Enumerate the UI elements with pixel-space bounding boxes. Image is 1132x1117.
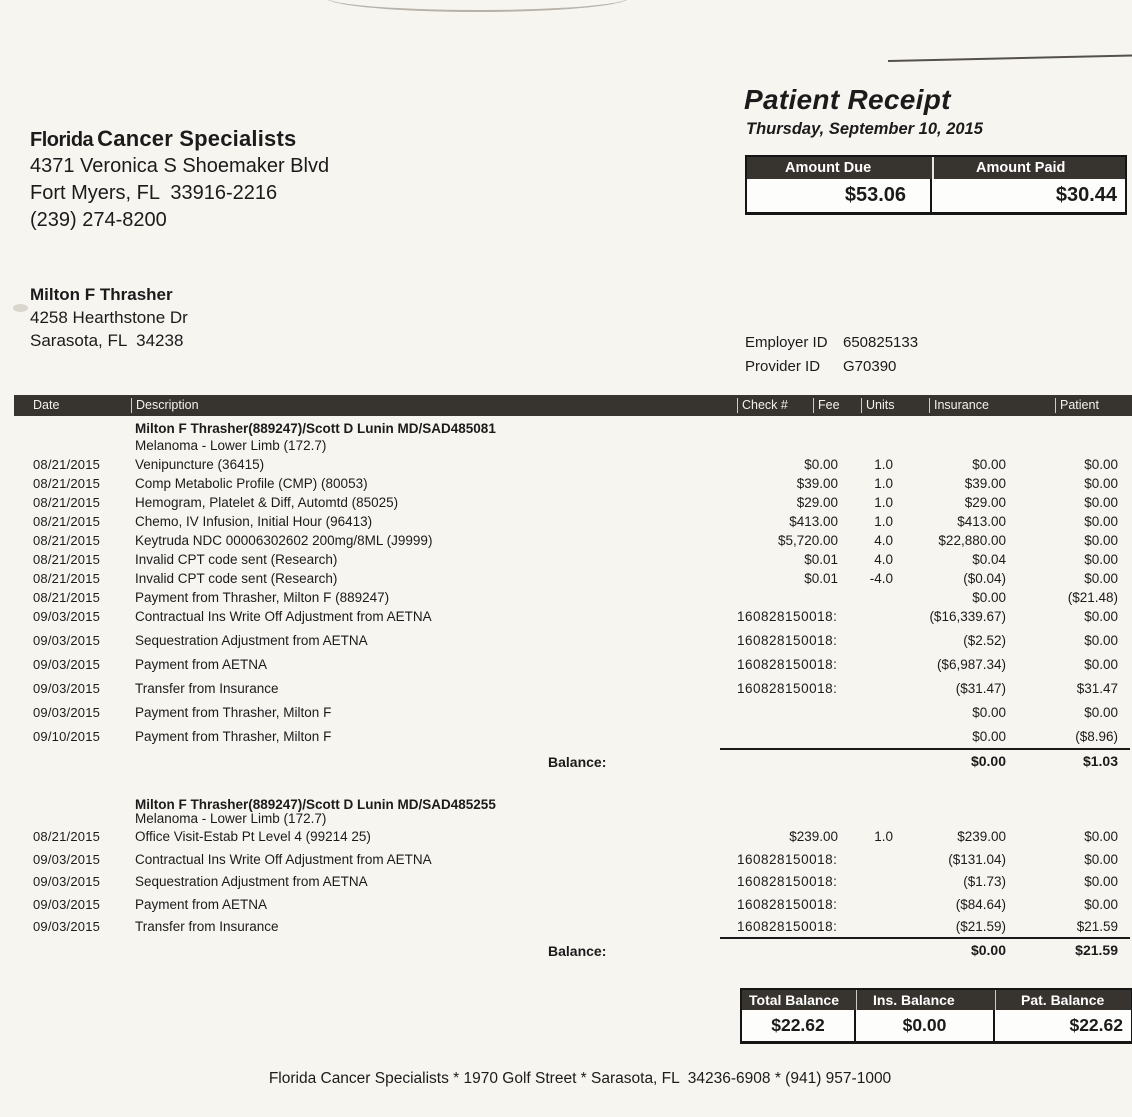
cell-description: Payment from Thrasher, Milton F [135, 705, 332, 720]
cell-description: Payment from Thrasher, Milton F (889247) [135, 590, 390, 605]
cell-patient: $0.00 [1084, 851, 1118, 867]
cell-check: 160828150018: [737, 896, 838, 912]
cell-date: 09/03/2015 [33, 705, 101, 720]
cell-fee: $0.00 [804, 457, 838, 472]
cell-date: 08/21/2015 [33, 552, 101, 567]
balance-label: Balance: [548, 754, 607, 770]
cell-patient: $0.00 [1084, 514, 1118, 529]
id-block [745, 331, 918, 379]
cell-insurance: ($1.73) [963, 874, 1006, 889]
cell-description: Transfer from Insurance [135, 681, 279, 696]
table-row [0, 589, 1132, 608]
cell-insurance: ($21.59) [955, 919, 1006, 934]
amount-due-value: $53.06 [747, 179, 932, 212]
cell-patient: $0.00 [1084, 476, 1118, 491]
provider-id-label: Provider ID [745, 358, 821, 375]
amount-table-values [747, 179, 1125, 212]
table-row [0, 608, 1132, 632]
employer-id-row [745, 331, 918, 355]
cell-date: 09/03/2015 [33, 874, 101, 889]
cell-units: 4.0 [874, 552, 893, 567]
cell-date: 09/03/2015 [33, 851, 101, 867]
cell-date: 08/21/2015 [33, 590, 101, 605]
cell-fee: $0.01 [804, 552, 838, 567]
totals-table-values [742, 1010, 1131, 1041]
cell-description: Comp Metabolic Profile (CMP) (80053) [135, 476, 368, 491]
employer-id-label: Employer ID [745, 334, 828, 351]
pat-balance-header: Pat. Balance [995, 990, 1131, 1010]
receipt-date: Thursday, September 10, 2015 [746, 120, 983, 138]
cell-check: 160828150018: [737, 609, 838, 624]
balance-row [0, 744, 1132, 782]
cell-patient: $0.00 [1084, 533, 1118, 548]
cell-patient: $0.00 [1084, 829, 1118, 844]
column-check: Check # [737, 398, 788, 413]
amount-paid-header: Amount Paid [932, 157, 1125, 179]
amount-paid-value: $30.44 [1055, 184, 1117, 206]
scan-artifact-line [888, 54, 1132, 62]
section-rows [0, 456, 1132, 752]
cell-description: Payment from Thrasher, Milton F [135, 729, 332, 744]
provider-id-row [745, 355, 918, 379]
cell-patient: $21.59 [1076, 919, 1118, 934]
total-balance-value: $22.62 [742, 1010, 856, 1041]
cell-check: 160828150018: [737, 633, 838, 648]
cell-date: 08/21/2015 [33, 457, 101, 472]
table-row [0, 828, 1132, 851]
cell-check: 160828150018: [737, 681, 838, 696]
diagnosis-line: Melanoma - Lower Limb (172.7) [135, 811, 327, 826]
cell-patient: $0.00 [1084, 633, 1118, 648]
cell-date: 08/21/2015 [33, 829, 101, 844]
table-row [0, 513, 1132, 532]
cell-patient: $0.00 [1084, 705, 1118, 720]
cell-fee: $0.01 [804, 571, 838, 586]
cell-date: 09/03/2015 [33, 633, 101, 648]
cell-description: Contractual Ins Write Off Adjustment from AETNA [135, 609, 432, 624]
cell-description: Venipuncture (36415) [135, 457, 265, 472]
cell-description: Transfer from Insurance [135, 919, 279, 934]
cell-units: 4.0 [874, 533, 893, 548]
cell-description: Invalid CPT code sent (Research) [135, 571, 338, 586]
cell-patient: $0.00 [1084, 571, 1118, 586]
cell-patient: $0.00 [1084, 552, 1118, 567]
cell-insurance: $22,880.00 [938, 533, 1006, 548]
cell-insurance: $29.00 [964, 495, 1006, 510]
cell-date: 09/03/2015 [33, 657, 101, 672]
cell-description: Keytruda NDC 00006302602 200mg/8ML (J9999) [135, 533, 433, 548]
diagnosis-line: Melanoma - Lower Limb (172.7) [135, 438, 327, 453]
clinic-name-part1: Florida [30, 129, 94, 151]
table-row [0, 704, 1132, 728]
cell-patient: ($8.96) [1075, 729, 1118, 744]
patient-address-block [30, 283, 188, 352]
clinic-address-line2: Fort Myers, FL 33916-2216 [30, 182, 278, 204]
cell-date: 09/10/2015 [33, 729, 101, 744]
cell-insurance: ($16,339.67) [929, 609, 1006, 624]
cell-units: 1.0 [874, 457, 893, 472]
total-balance-header: Total Balance [749, 992, 839, 1008]
balance-insurance-value: $0.00 [970, 941, 1006, 958]
cell-check: 160828150018: [737, 874, 838, 889]
clinic-name [30, 126, 329, 153]
cell-description: Office Visit-Estab Pt Level 4 (99214 25) [135, 829, 371, 844]
cell-description: Payment from AETNA [135, 896, 268, 912]
cell-units: -4.0 [869, 571, 893, 586]
table-row [0, 656, 1132, 680]
column-units: Units [861, 398, 894, 413]
balance-patient-value: $1.03 [1082, 753, 1118, 769]
cell-insurance: $39.00 [964, 476, 1006, 491]
balance-rule [720, 937, 1130, 939]
cell-description: Sequestration Adjustment from AETNA [135, 633, 368, 648]
ledger-column-header [14, 395, 1132, 416]
cell-insurance: ($2.52) [963, 633, 1006, 648]
table-row [0, 551, 1132, 570]
cell-patient: ($21.48) [1067, 590, 1118, 605]
section-rows [0, 828, 1132, 941]
cell-date: 09/03/2015 [33, 681, 101, 696]
cell-insurance: ($84.64) [955, 896, 1006, 912]
cell-check: 160828150018: [737, 851, 838, 867]
balance-row [0, 933, 1132, 971]
patient-address-line2: Sarasota, FL 34238 [30, 331, 184, 350]
receipt-title: Patient Receipt [744, 84, 951, 115]
footer-address-line: Florida Cancer Specialists * 1970 Golf Street * Sarasota, FL 34236-6908 * (941) 957-1000 [268, 1070, 892, 1087]
balance-label: Balance: [548, 942, 607, 959]
cell-patient: $31.47 [1076, 681, 1118, 696]
cell-check: 160828150018: [737, 919, 838, 934]
cell-units: 1.0 [874, 476, 893, 491]
ins-balance-header: Ins. Balance [856, 990, 995, 1010]
cell-units: 1.0 [874, 514, 893, 529]
cell-insurance: ($6,987.34) [936, 657, 1006, 672]
balance-patient-value: $21.59 [1075, 941, 1118, 958]
patient-name: Milton F Thrasher [30, 285, 173, 304]
cell-date: 08/21/2015 [33, 514, 101, 529]
cell-patient: $0.00 [1084, 457, 1118, 472]
column-patient: Patient [1055, 398, 1099, 413]
cell-insurance: $0.00 [972, 457, 1006, 472]
cell-description: Contractual Ins Write Off Adjustment from AETNA [135, 851, 432, 867]
cell-patient: $0.00 [1084, 896, 1118, 912]
cell-insurance: $239.00 [957, 829, 1006, 844]
clinic-address-line1: 4371 Veronica S Shoemaker Blvd [30, 155, 330, 177]
cell-insurance: $0.04 [972, 552, 1006, 567]
cell-date: 08/21/2015 [33, 476, 101, 491]
balance-rule [720, 748, 1130, 750]
table-row [0, 494, 1132, 513]
table-row [0, 851, 1132, 874]
patient-address-line1: 4258 Hearthstone Dr [30, 308, 188, 327]
amount-table [745, 155, 1127, 215]
pat-balance-value: $22.62 [1069, 1015, 1123, 1035]
cell-insurance: ($131.04) [948, 851, 1006, 867]
cell-patient: $0.00 [1084, 609, 1118, 624]
clinic-header [30, 126, 329, 234]
ledger-section [0, 797, 1132, 971]
cell-fee: $29.00 [796, 495, 838, 510]
scan-artifact-arc [325, 0, 630, 12]
cell-patient: $0.00 [1084, 874, 1118, 889]
column-insurance: Insurance [929, 398, 989, 413]
cell-fee: $413.00 [789, 514, 838, 529]
table-row [0, 532, 1132, 551]
cell-description: Hemogram, Platelet & Diff, Automtd (85025) [135, 495, 399, 510]
cell-fee: $39.00 [796, 476, 838, 491]
account-header: Milton F Thrasher(889247)/Scott D Lunin MD/SAD485081 [135, 421, 496, 436]
cell-description: Payment from AETNA [135, 657, 268, 672]
cell-insurance: $413.00 [957, 514, 1006, 529]
table-row [0, 475, 1132, 494]
table-row [0, 680, 1132, 704]
cell-patient: $0.00 [1084, 657, 1118, 672]
totals-table [740, 988, 1132, 1044]
table-row [0, 456, 1132, 475]
cell-insurance: ($0.04) [963, 571, 1006, 586]
amount-due-header: Amount Due [785, 160, 872, 176]
cell-date: 08/21/2015 [33, 495, 101, 510]
amount-table-header [747, 157, 1125, 179]
cell-date: 08/21/2015 [33, 571, 101, 586]
cell-date: 09/03/2015 [33, 896, 101, 912]
cell-fee: $239.00 [789, 829, 838, 844]
cell-insurance: $0.00 [972, 729, 1006, 744]
cell-insurance: $0.00 [972, 590, 1006, 605]
cell-insurance: ($31.47) [955, 681, 1006, 696]
column-description: Description [131, 398, 199, 413]
table-row [0, 632, 1132, 656]
table-row [0, 896, 1132, 919]
table-row [0, 873, 1132, 896]
clinic-phone: (239) 274-8200 [30, 209, 167, 231]
cell-check: 160828150018: [737, 657, 838, 672]
cell-date: 08/21/2015 [33, 533, 101, 548]
employer-id-value: 650825133 [843, 334, 919, 351]
balance-insurance-value: $0.00 [970, 753, 1006, 769]
cell-patient: $0.00 [1084, 495, 1118, 510]
column-fee: Fee [813, 398, 840, 413]
ins-balance-value: $0.00 [856, 1010, 995, 1041]
totals-table-header [742, 990, 1131, 1010]
clinic-name-part2: Cancer Specialists [97, 126, 297, 151]
provider-id-value: G70390 [843, 358, 897, 375]
cell-fee: $5,720.00 [777, 533, 838, 548]
cell-date: 09/03/2015 [33, 609, 101, 624]
cell-units: 1.0 [874, 829, 893, 844]
cell-date: 09/03/2015 [33, 919, 101, 934]
account-header: Milton F Thrasher(889247)/Scott D Lunin MD/SAD485255 [135, 797, 496, 812]
cell-description: Invalid CPT code sent (Research) [135, 552, 338, 567]
cell-description: Chemo, IV Infusion, Initial Hour (96413) [135, 514, 373, 529]
column-date: Date [33, 398, 60, 412]
ledger-section [0, 420, 1132, 782]
table-row [0, 570, 1132, 589]
cell-units: 1.0 [874, 495, 893, 510]
scan-artifact-smudge [13, 304, 28, 312]
cell-description: Sequestration Adjustment from AETNA [135, 874, 368, 889]
cell-insurance: $0.00 [972, 705, 1006, 720]
